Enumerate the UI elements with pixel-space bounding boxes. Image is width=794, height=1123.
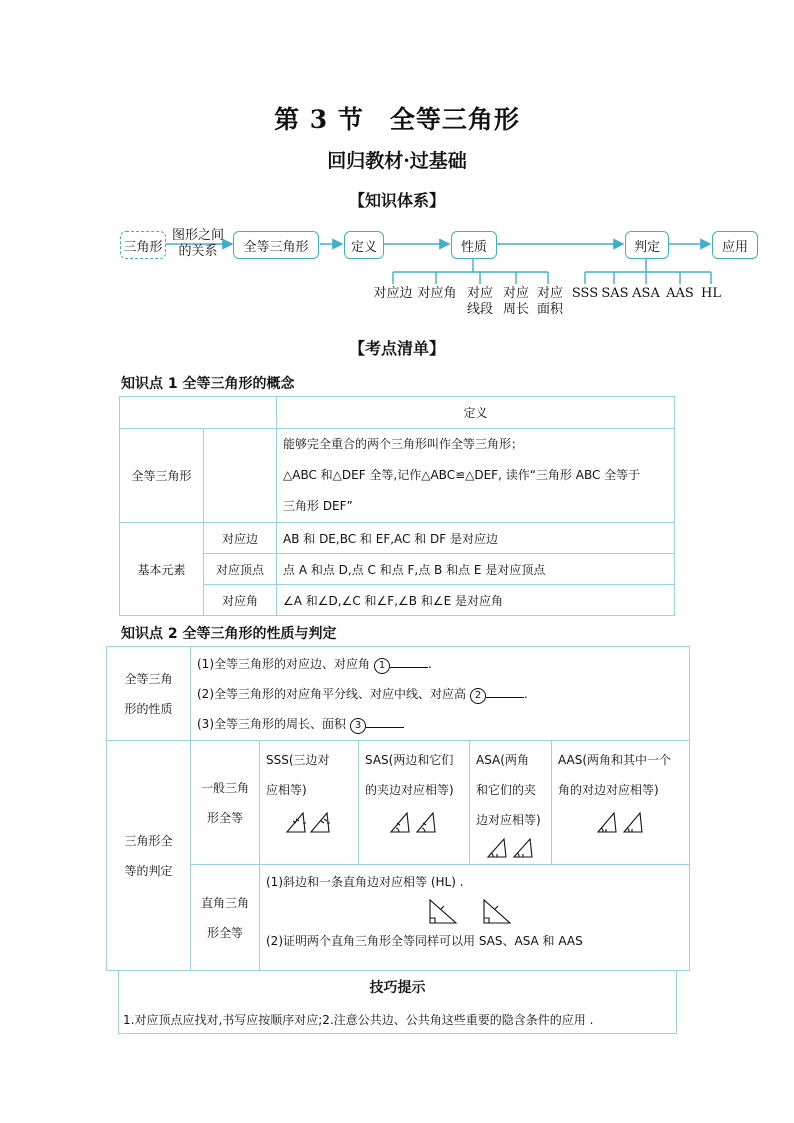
right-rule-1: (1)斜边和一条直角边对应相等 (HL) . (266, 875, 464, 889)
leaf-sas: SAS (601, 286, 629, 301)
answer-number-2: 2 (470, 688, 486, 704)
sss-triangles-icon (285, 811, 333, 835)
node-application: 应用 (712, 231, 758, 259)
kp1-row-basic-elements: 基本元素 (120, 523, 204, 616)
node-triangle: 三角形 (120, 231, 166, 259)
kp1-sub-text: 点 A 和点 D,点 C 和点 F,点 B 和点 E 是对应顶点 (277, 554, 675, 585)
kp1-sub-name: 对应顶点 (204, 554, 277, 585)
knowledge-diagram (0, 0, 794, 330)
section-checklist: 【考点清单】 (348, 339, 445, 358)
leaf-corresponding-area: 对应 面积 (536, 286, 563, 317)
answer-blank-3[interactable] (366, 717, 404, 728)
general-label-line: 形全等 (206, 810, 243, 825)
answer-number-3: 3 (350, 718, 366, 734)
leaf-hl: HL (701, 286, 721, 301)
general-label-line: 一般三角 (200, 780, 249, 795)
sas-triangles-icon (389, 811, 439, 835)
prop-line-3: (3)全等三角形的周长、面积 3 (197, 709, 683, 739)
kp1-sub-name: 对应角 (204, 585, 277, 616)
node-properties: 性质 (451, 231, 497, 259)
kp1-sub-name: 对应边 (204, 523, 277, 554)
tips-box (118, 970, 677, 1034)
answer-blank-2[interactable] (486, 687, 524, 698)
kp1-sub-text: AB 和 DE,BC 和 EF,AC 和 DF 是对应边 (277, 523, 675, 554)
leaf-aas: AAS (666, 286, 694, 301)
prop-label-line: 形的性质 (124, 701, 173, 716)
edge-label-relation: 图形之间 的关系 (171, 228, 224, 259)
kp1-col-definition: 定义 (277, 397, 675, 429)
right-label-line: 直角三角 (200, 895, 249, 910)
right-rule-2: (2)证明两个直角三角形全等同样可以用 SAS、ASA 和 AAS (266, 934, 583, 948)
aas-line: 角的对边对应相等) (558, 783, 659, 797)
asa-line: ASA(两角 (476, 753, 529, 767)
kp1-table (119, 396, 675, 616)
answer-blank-1[interactable] (390, 657, 428, 668)
node-definition: 定义 (344, 231, 384, 259)
sss-line: 应相等) (266, 783, 307, 797)
diagram-connectors (0, 0, 794, 330)
prop-line-1: (1)全等三角形的对应边、对应角 1 . (197, 649, 683, 679)
leaf-corresponding-angle: 对应角 (417, 286, 457, 301)
page-subtitle: 回归教材·过基础 (327, 150, 467, 172)
right-label-line: 形全等 (206, 925, 243, 940)
kp1-empty-cell (204, 429, 277, 523)
asa-line: 边对应相等) (476, 813, 541, 827)
kp1-def-line-1: 能够完全重合的两个三角形叫作全等三角形； (283, 437, 524, 451)
judge-label-line: 等的判定 (124, 863, 173, 878)
aas-triangles-icon (596, 811, 646, 835)
kp1-row-congruent: 全等三角形 (120, 429, 204, 523)
kp1-heading: 知识点 1 全等三角形的概念 (121, 376, 295, 392)
leaf-corresponding-side: 对应边 (373, 286, 413, 301)
asa-triangles-icon (486, 837, 536, 859)
kp2-heading: 知识点 2 全等三角形的性质与判定 (121, 626, 337, 642)
node-judgement: 判定 (625, 231, 669, 259)
answer-number-1: 1 (374, 658, 390, 674)
kp1-def-line-3: 三角形 DEF” (283, 499, 353, 513)
sas-line: 的夹边对应相等) (365, 783, 454, 797)
tips-heading: 技巧提示 (369, 980, 426, 996)
kp1-sub-text: ∠A 和∠D,∠C 和∠F,∠B 和∠E 是对应角 (277, 585, 675, 616)
page-title: 第 3 节 全等三角形 (274, 105, 520, 134)
kp2-table (106, 646, 690, 971)
leaf-asa: ASA (632, 286, 660, 301)
leaf-corresponding-segment: 对应 线段 (466, 286, 493, 317)
kp1-corner-cell (120, 397, 277, 429)
sss-line: SSS(三边对 (266, 753, 330, 767)
node-congruent-triangle: 全等三角形 (233, 231, 319, 259)
prop-line-2: (2)全等三角形的对应角平分线、对应中线、对应高 2 . (197, 679, 683, 709)
prop-label-line: 全等三角 (124, 671, 173, 686)
leaf-sss: SSS (571, 286, 599, 301)
section-knowledge-system: 【知识体系】 (348, 191, 445, 210)
hl-triangles-icon (426, 896, 546, 926)
aas-line: AAS(两角和其中一个 (558, 753, 672, 767)
asa-line: 和它们的夹 (476, 783, 537, 797)
sas-line: SAS(两边和它们 (365, 753, 454, 767)
judge-label-line: 三角形全 (124, 833, 173, 848)
tips-text: 1.对应顶点应找对,书写应按顺序对应;2.注意公共边、公共角这些重要的隐含条件的应用 . (123, 1013, 594, 1027)
leaf-corresponding-perimeter: 对应 周长 (502, 286, 529, 317)
kp1-def-line-2: △ABC 和△DEF 全等,记作△ABC≌△DEF, 读作“三角形 ABC 全等于 (283, 468, 641, 482)
